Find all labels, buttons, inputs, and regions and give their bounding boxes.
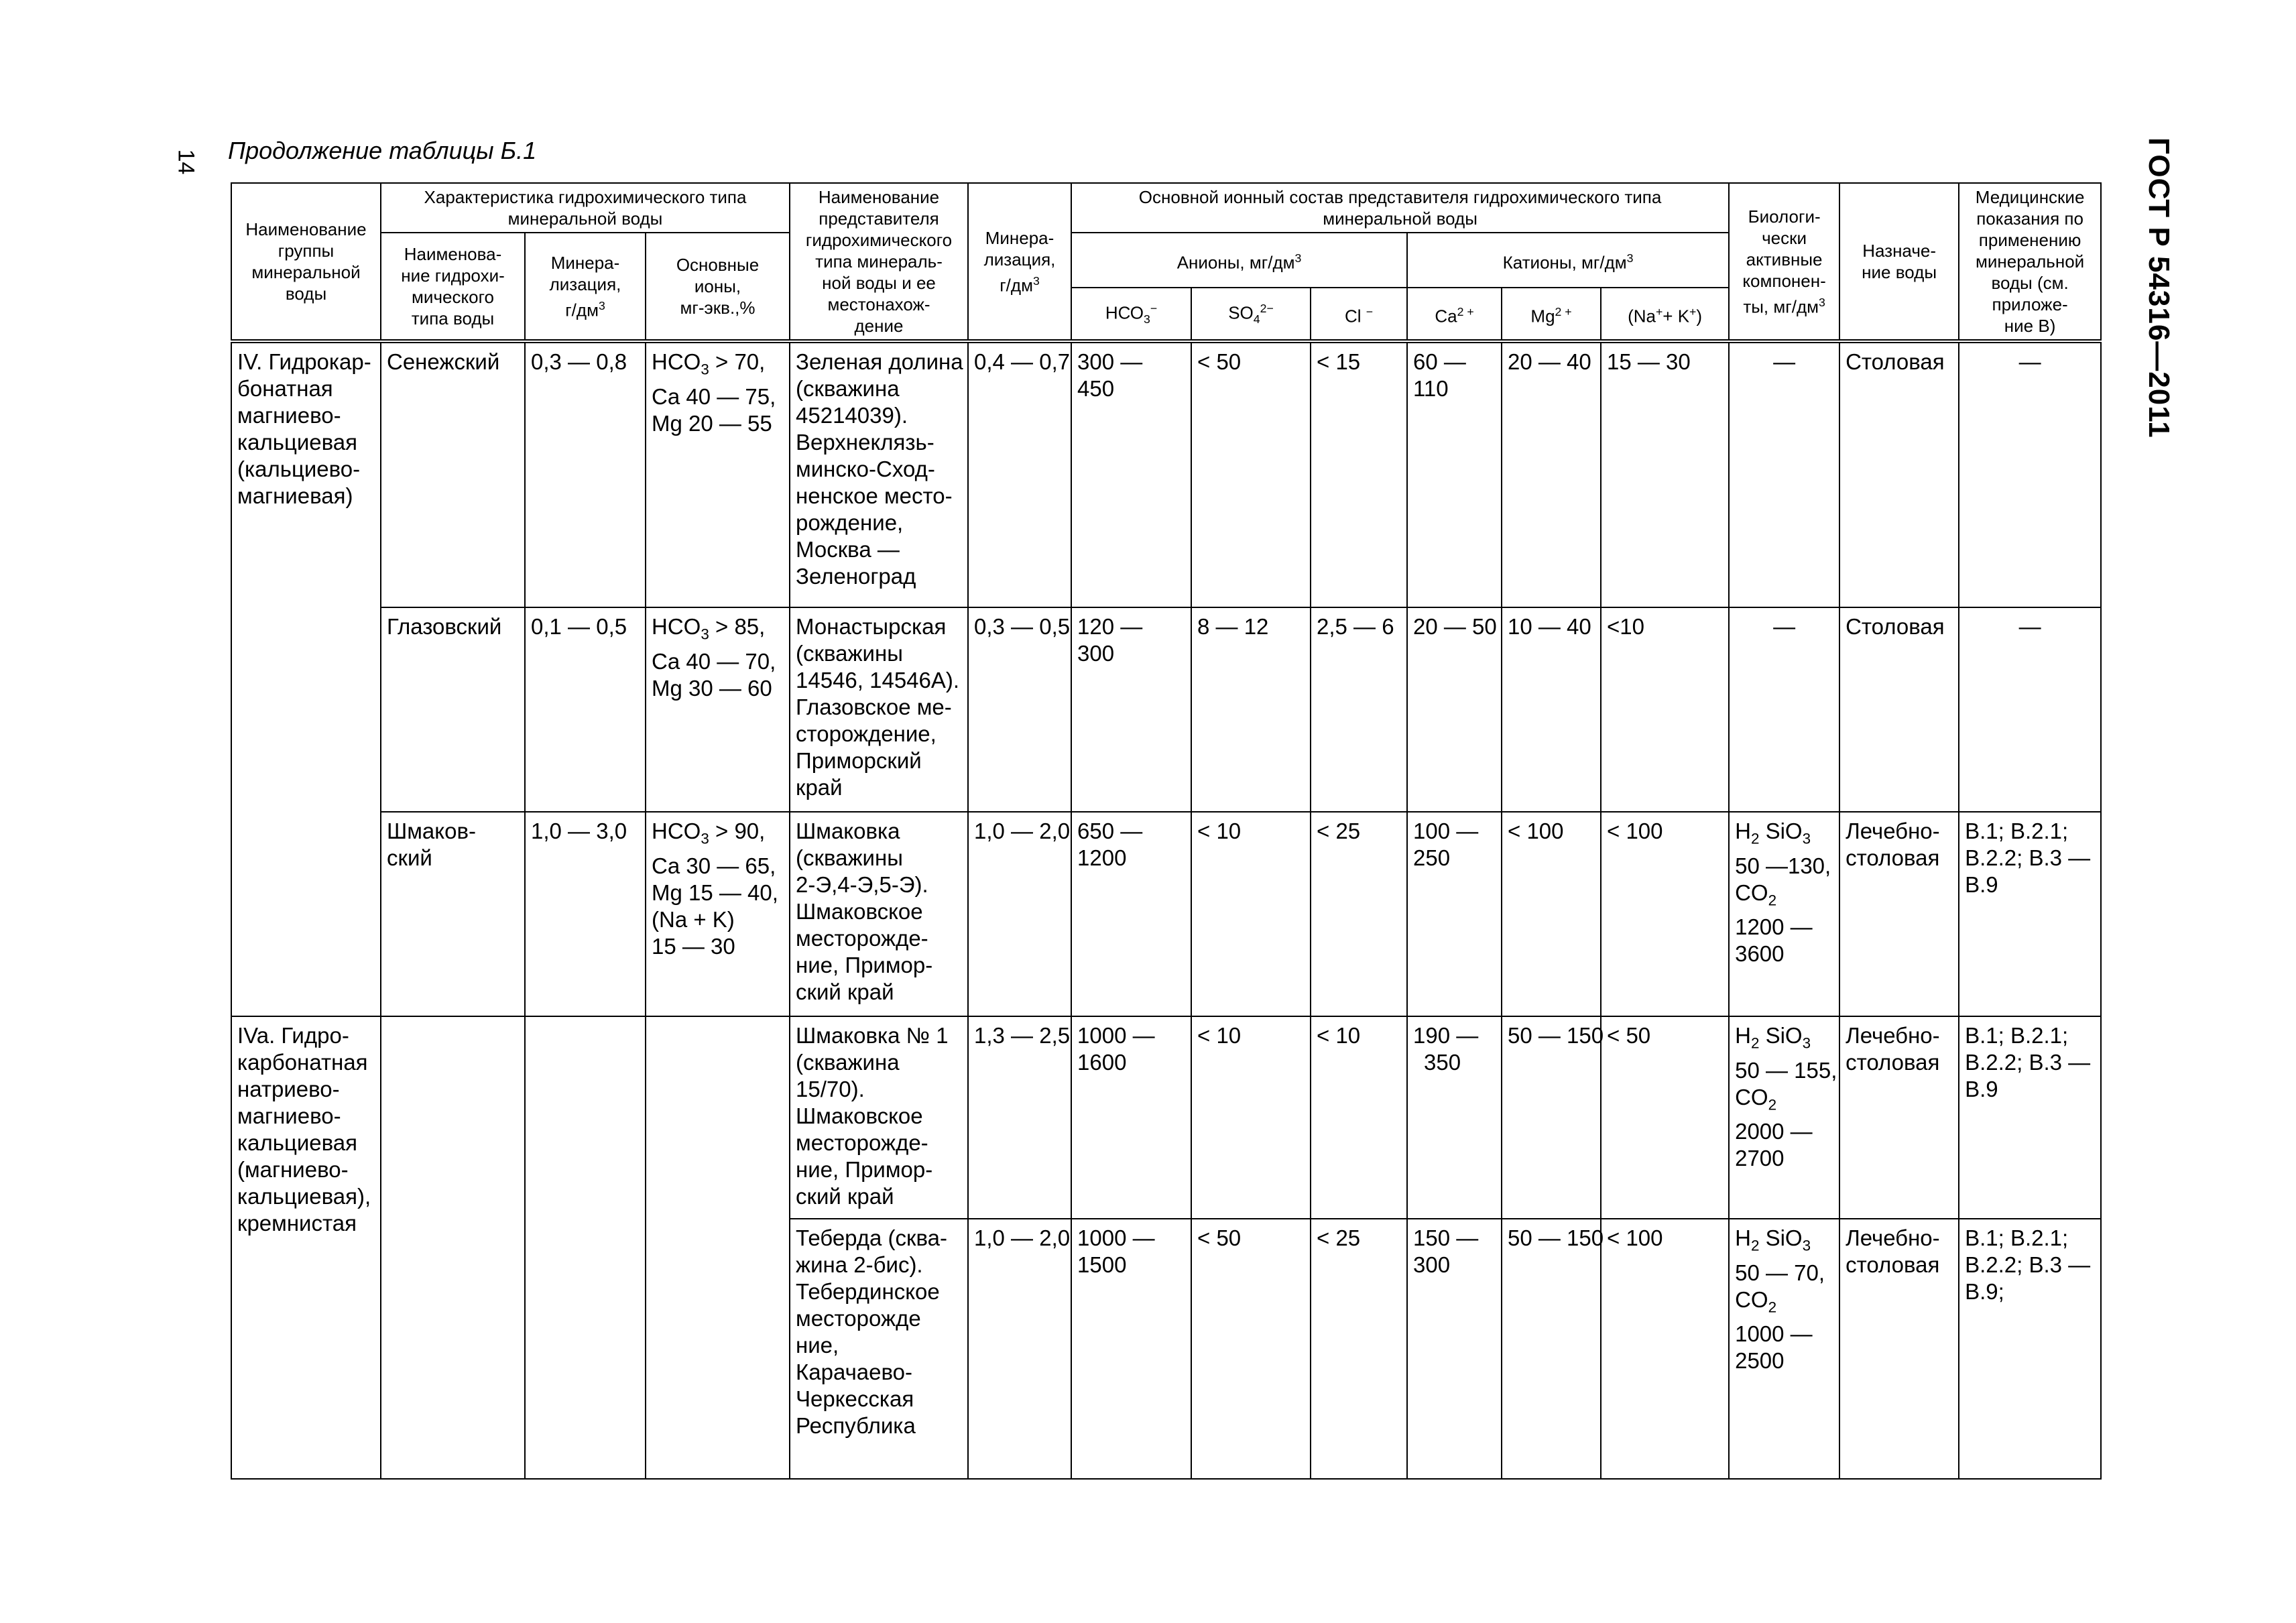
header-na-k: (Na++ K+) bbox=[1601, 288, 1729, 341]
mineralization-cell bbox=[525, 1016, 646, 1479]
bio-cell: — bbox=[1729, 607, 1839, 812]
purpose-cell: Лечебно- столовая bbox=[1839, 1016, 1959, 1219]
mineralization2-cell: 0,3 — 0,5 bbox=[968, 607, 1071, 812]
na-k-cell: < 50 bbox=[1601, 1016, 1729, 1219]
header-ca: $Ca^{2 +}$ bbox=[1407, 288, 1502, 341]
medical-cell: В.1; В.2.1; В.2.2; В.3 — В.9 bbox=[1959, 1016, 2101, 1219]
representative-cell: Шмаковка № 1 (скважина 15/70). Шмаковское месторожде- ние, Примор- ский край bbox=[790, 1016, 968, 1219]
bio-cell: — bbox=[1729, 341, 1839, 607]
header-main-ions: Основные ионы, мг-экв.,% bbox=[646, 233, 790, 341]
ions-cell bbox=[646, 1016, 790, 1479]
hco3-cell: 120 — 300 bbox=[1071, 607, 1191, 812]
representative-cell: Монастырская (скважины 14546, 14546А). Глазовское ме- сторождение, Приморский край bbox=[790, 607, 968, 812]
na-k-cell: <10 bbox=[1601, 607, 1729, 812]
header-anions: Анионы, $мг/дм^3$ bbox=[1071, 233, 1407, 288]
purpose-cell: Столовая bbox=[1839, 341, 1959, 607]
mg-cell: 20 — 40 bbox=[1502, 341, 1601, 607]
mineralization2-cell: 0,4 — 0,7 bbox=[968, 341, 1071, 607]
purpose-cell: Столовая bbox=[1839, 607, 1959, 812]
header-mineralization-2: Минера- лизация, $г/дм^3$ bbox=[968, 183, 1071, 341]
ca-cell: 100 — 250 bbox=[1407, 812, 1502, 1016]
so4-cell: < 10 bbox=[1191, 1016, 1311, 1219]
bio-cell: $H_2$ SiO$_3$ 50 — 70, $CO_2$ 1000 — 2500 bbox=[1729, 1219, 1839, 1479]
hco3-cell: 1000 — 1500 bbox=[1071, 1219, 1191, 1479]
document-code: ГОСТ Р 54316—2011 bbox=[2142, 137, 2175, 438]
hco3-cell: 300 — 450 bbox=[1071, 341, 1191, 607]
medical-cell: В.1; В.2.1; В.2.2; В.3 — В.9; bbox=[1959, 1219, 2101, 1479]
so4-cell: < 50 bbox=[1191, 1219, 1311, 1479]
mg-cell: 10 — 40 bbox=[1502, 607, 1601, 812]
na-k-cell: < 100 bbox=[1601, 812, 1729, 1016]
type-cell: Шмаков- ский bbox=[381, 812, 525, 1016]
ca-cell: 60 — 110 bbox=[1407, 341, 1502, 607]
header-mineralization: Минера- лизация, $г/дм^3$ bbox=[525, 233, 646, 341]
mg-cell: 50 — 150 bbox=[1502, 1016, 1601, 1219]
medical-cell: — bbox=[1959, 341, 2101, 607]
medical-cell: — bbox=[1959, 607, 2101, 812]
group-cell: IV. Гидрокар- бонатная магниево- кальциевая (кальциево- магниевая) bbox=[231, 341, 381, 1016]
ca-cell: 20 — 50 bbox=[1407, 607, 1502, 812]
table-row bbox=[231, 1016, 2101, 1219]
purpose-cell: Лечебно- столовая bbox=[1839, 1219, 1959, 1479]
na-k-cell: < 100 bbox=[1601, 1219, 1729, 1479]
header-hco3: $НСО_3^-$ bbox=[1071, 288, 1191, 341]
representative-cell: Теберда (сква- жина 2-бис). Тебердинское месторожде ние, Карачаево- Черкесская Республика bbox=[790, 1219, 968, 1479]
type-cell: Сенежский bbox=[381, 341, 525, 607]
mg-cell: 50 — 150 bbox=[1502, 1219, 1601, 1479]
medical-cell: В.1; В.2.1; В.2.2; В.3 — В.9 bbox=[1959, 812, 2101, 1016]
so4-cell: < 50 bbox=[1191, 341, 1311, 607]
header-purpose: Назначе- ние воды bbox=[1839, 183, 1959, 341]
header-cl: Cl − bbox=[1311, 288, 1407, 341]
header-ionic-composition: Основной ионный состав представителя гидрохимического типа минеральной воды bbox=[1071, 183, 1729, 233]
cl-cell: < 15 bbox=[1311, 341, 1407, 607]
so4-cell: < 10 bbox=[1191, 812, 1311, 1016]
ca-cell: 190 — 350 bbox=[1407, 1016, 1502, 1219]
mineralization2-cell: 1,3 — 2,5 bbox=[968, 1016, 1071, 1219]
header-so4: $SO_4^{2-}$ bbox=[1191, 288, 1311, 341]
header-medical: Медицинские показания по применению минеральной воды (см. приложе- ние В) bbox=[1959, 183, 2101, 341]
header-biological: Биологи- чески активные компонен- ты, $мг/дм^3$ bbox=[1729, 183, 1839, 341]
cl-cell: 2,5 — 6 bbox=[1311, 607, 1407, 812]
ions-cell: $HCO_3 > 90$, Ca 30 — 65, Mg 15 — 40, (Na + K) 15 — 30 bbox=[646, 812, 790, 1016]
na-k-cell: 15 — 30 bbox=[1601, 341, 1729, 607]
cl-cell: < 25 bbox=[1311, 812, 1407, 1016]
mg-cell: < 100 bbox=[1502, 812, 1601, 1016]
group-cell: IVa. Гидро- карбонатная натриево- магниево- кальциевая (магниево- кальциевая), кремнистая bbox=[231, 1016, 381, 1479]
ca-cell: 150 — 300 bbox=[1407, 1219, 1502, 1479]
mineralization-cell: 1,0 — 3,0 bbox=[525, 812, 646, 1016]
header-characteristics: Характеристика гидрохимического типа минеральной воды bbox=[381, 183, 790, 233]
header-type-name: Наименова- ние гидрохи- мического типа воды bbox=[381, 233, 525, 341]
header-cations: Катионы, $мг/дм^3$ bbox=[1407, 233, 1729, 288]
table-row bbox=[231, 341, 2101, 607]
cl-cell: < 10 bbox=[1311, 1016, 1407, 1219]
table-caption: Продолжение таблицы Б.1 bbox=[228, 137, 537, 164]
mineralization-cell: 0,3 — 0,8 bbox=[525, 341, 646, 607]
so4-cell: 8 — 12 bbox=[1191, 607, 1311, 812]
mineralization-cell: 0,1 — 0,5 bbox=[525, 607, 646, 812]
mineralization2-cell: 1,0 — 2,0 bbox=[968, 812, 1071, 1016]
ions-cell: $HCO_3 > 70$, Ca 40 — 75, Mg 20 — 55 bbox=[646, 341, 790, 607]
hco3-cell: 650 — 1200 bbox=[1071, 812, 1191, 1016]
hco3-cell: 1000 — 1600 bbox=[1071, 1016, 1191, 1219]
representative-cell: Зеленая долина (скважина 45214039). Верхнеклязь- минско-Сход- ненское место- рождение, Москва — Зеленоград bbox=[790, 341, 968, 607]
page-number: 14 bbox=[173, 149, 199, 175]
bio-cell: $H_2$ SiO$_3$ 50 — 155, $CO_2$ 2000 — 2700 bbox=[1729, 1016, 1839, 1219]
table-row bbox=[231, 607, 2101, 812]
table-row bbox=[231, 812, 2101, 1016]
header-group: Наименование группы минеральной воды bbox=[231, 183, 381, 341]
header-mg: $Mg^{2 +}$ bbox=[1502, 288, 1601, 341]
type-cell: Глазовский bbox=[381, 607, 525, 812]
mineralization2-cell: 1,0 — 2,0 bbox=[968, 1219, 1071, 1479]
cl-cell: < 25 bbox=[1311, 1219, 1407, 1479]
ions-cell: $HCO_3 > 85$, Ca 40 — 70, Mg 30 — 60 bbox=[646, 607, 790, 812]
header-representative: Наименование представителя гидрохимического типа минераль- ной воды и ее местонахож- дение bbox=[790, 183, 968, 341]
type-cell bbox=[381, 1016, 525, 1479]
mineral-water-table bbox=[231, 182, 2102, 1480]
bio-cell: $H_2$ SiO$_3$ 50 —130, $CO_2$ 1200 — 3600 bbox=[1729, 812, 1839, 1016]
purpose-cell: Лечебно- столовая bbox=[1839, 812, 1959, 1016]
representative-cell: Шмаковка (скважины 2-Э,4-Э,5-Э). Шмаковское месторожде- ние, Примор- ский край bbox=[790, 812, 968, 1016]
